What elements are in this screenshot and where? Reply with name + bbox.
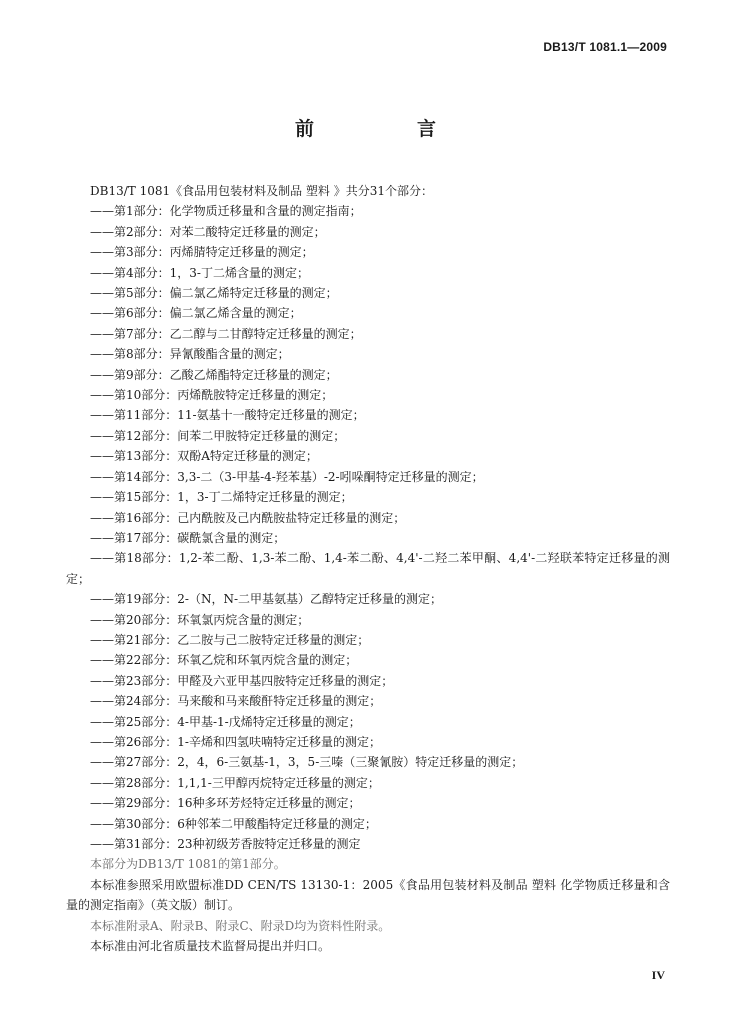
list-item: ——第20部分：环氧氯丙烷含量的测定； xyxy=(90,612,310,627)
list-item: ——第7部分：乙二醇与二甘醇特定迁移量的测定； xyxy=(90,326,362,341)
document-body xyxy=(66,181,670,956)
list-item: ——第10部分：丙烯酰胺特定迁移量的测定； xyxy=(90,388,334,403)
list-item: ——第31部分：23种初级芳香胺特定迁移量的测定 xyxy=(90,837,361,851)
list-item: ——第4部分：1，3-丁二烯含量的测定； xyxy=(90,265,309,280)
list-item: ——第23部分：甲醛及六亚甲基四胺特定迁移量的测定； xyxy=(90,673,394,688)
list-item: ——第21部分：乙二胺与己二胺特定迁移量的测定； xyxy=(90,632,370,647)
list-item: ——第24部分：马来酸和马来酸酐特定迁移量的测定； xyxy=(90,694,382,709)
list-item: ——第2部分：对苯二酸特定迁移量的测定； xyxy=(90,224,326,239)
list-item: ——第5部分：偏二氯乙烯特定迁移量的测定； xyxy=(90,286,338,301)
list-item: ——第13部分：双酚A特定迁移量的测定； xyxy=(90,449,318,464)
page-title: 前 言 xyxy=(294,118,478,140)
intro-paragraph: DB13/T 1081《食品用包装材料及制品 塑料 》共分31个部分： xyxy=(90,184,434,198)
reference-statement: 本标准参照采用欧盟标准DD CEN/TS 13130-1：2005《食品用包装材料及制品 塑料 化学物质迁移量和含量的测定指南》（英文版）制订。 xyxy=(66,877,670,913)
page-number: IV xyxy=(651,968,665,982)
list-item: ——第18部分：1,2-苯二酚、1,3-苯二酚、1,4-苯二酚、4,4'-二羟二苯甲酮、4,4'-二羟联苯特定迁移量的测定； xyxy=(66,551,670,586)
list-item: ——第26部分：1-辛烯和四氢呋喃特定迁移量的测定； xyxy=(90,734,381,749)
list-item: ——第12部分：间苯二甲胺特定迁移量的测定； xyxy=(90,428,346,443)
list-item: ——第15部分：1，3-丁二烯特定迁移量的测定； xyxy=(90,490,353,505)
part-statement: 本部分为DB13/T 1081的第1部分。 xyxy=(90,857,286,872)
list-item: ——第17部分：碳酰氯含量的测定； xyxy=(90,530,286,545)
list-item: ——第11部分：11-氨基十一酸特定迁移量的测定； xyxy=(90,408,365,423)
list-item: ——第25部分：4-甲基-1-戊烯特定迁移量的测定； xyxy=(90,714,361,729)
list-item: ——第16部分：己内酰胺及己内酰胺盐特定迁移量的测定； xyxy=(90,510,406,525)
list-item: ——第1部分：化学物质迁移量和含量的测定指南； xyxy=(90,204,362,219)
list-item: ——第3部分：丙烯腈特定迁移量的测定； xyxy=(90,245,314,260)
list-item: ——第22部分：环氧乙烷和环氧丙烷含量的测定； xyxy=(90,653,358,668)
list-item: ——第8部分：异氰酸酯含量的测定； xyxy=(90,347,290,362)
list-item: ——第14部分：3,3-二（3-甲基-4-羟苯基）-2-吲哚酮特定迁移量的测定； xyxy=(90,469,484,484)
list-item: ——第27部分：2，4，6-三氨基-1，3，5-三嗪（三聚氰胺）特定迁移量的测定； xyxy=(90,755,524,770)
list-item: ——第19部分：2-（N，N-二甲基氨基）乙醇特定迁移量的测定； xyxy=(90,592,443,607)
standard-code: DB13/T 1081.1—2009 xyxy=(543,40,667,54)
list-item: ——第9部分：乙酸乙烯酯特定迁移量的测定； xyxy=(90,367,338,382)
appendix-statement: 本标准附录A、附录B、附录C、附录D均为资料性附录。 xyxy=(90,918,391,933)
list-item: ——第30部分：6种邻苯二甲酸酯特定迁移量的测定； xyxy=(90,816,377,831)
list-item: ——第28部分：1,1,1-三甲醇丙烷特定迁移量的测定； xyxy=(90,775,380,790)
list-item: ——第6部分：偏二氯乙烯含量的测定； xyxy=(90,306,302,321)
proposer-statement: 本标准由河北省质量技术监督局提出并归口。 xyxy=(90,939,331,954)
list-item: ——第29部分：16种多环芳烃特定迁移量的测定； xyxy=(90,796,361,811)
